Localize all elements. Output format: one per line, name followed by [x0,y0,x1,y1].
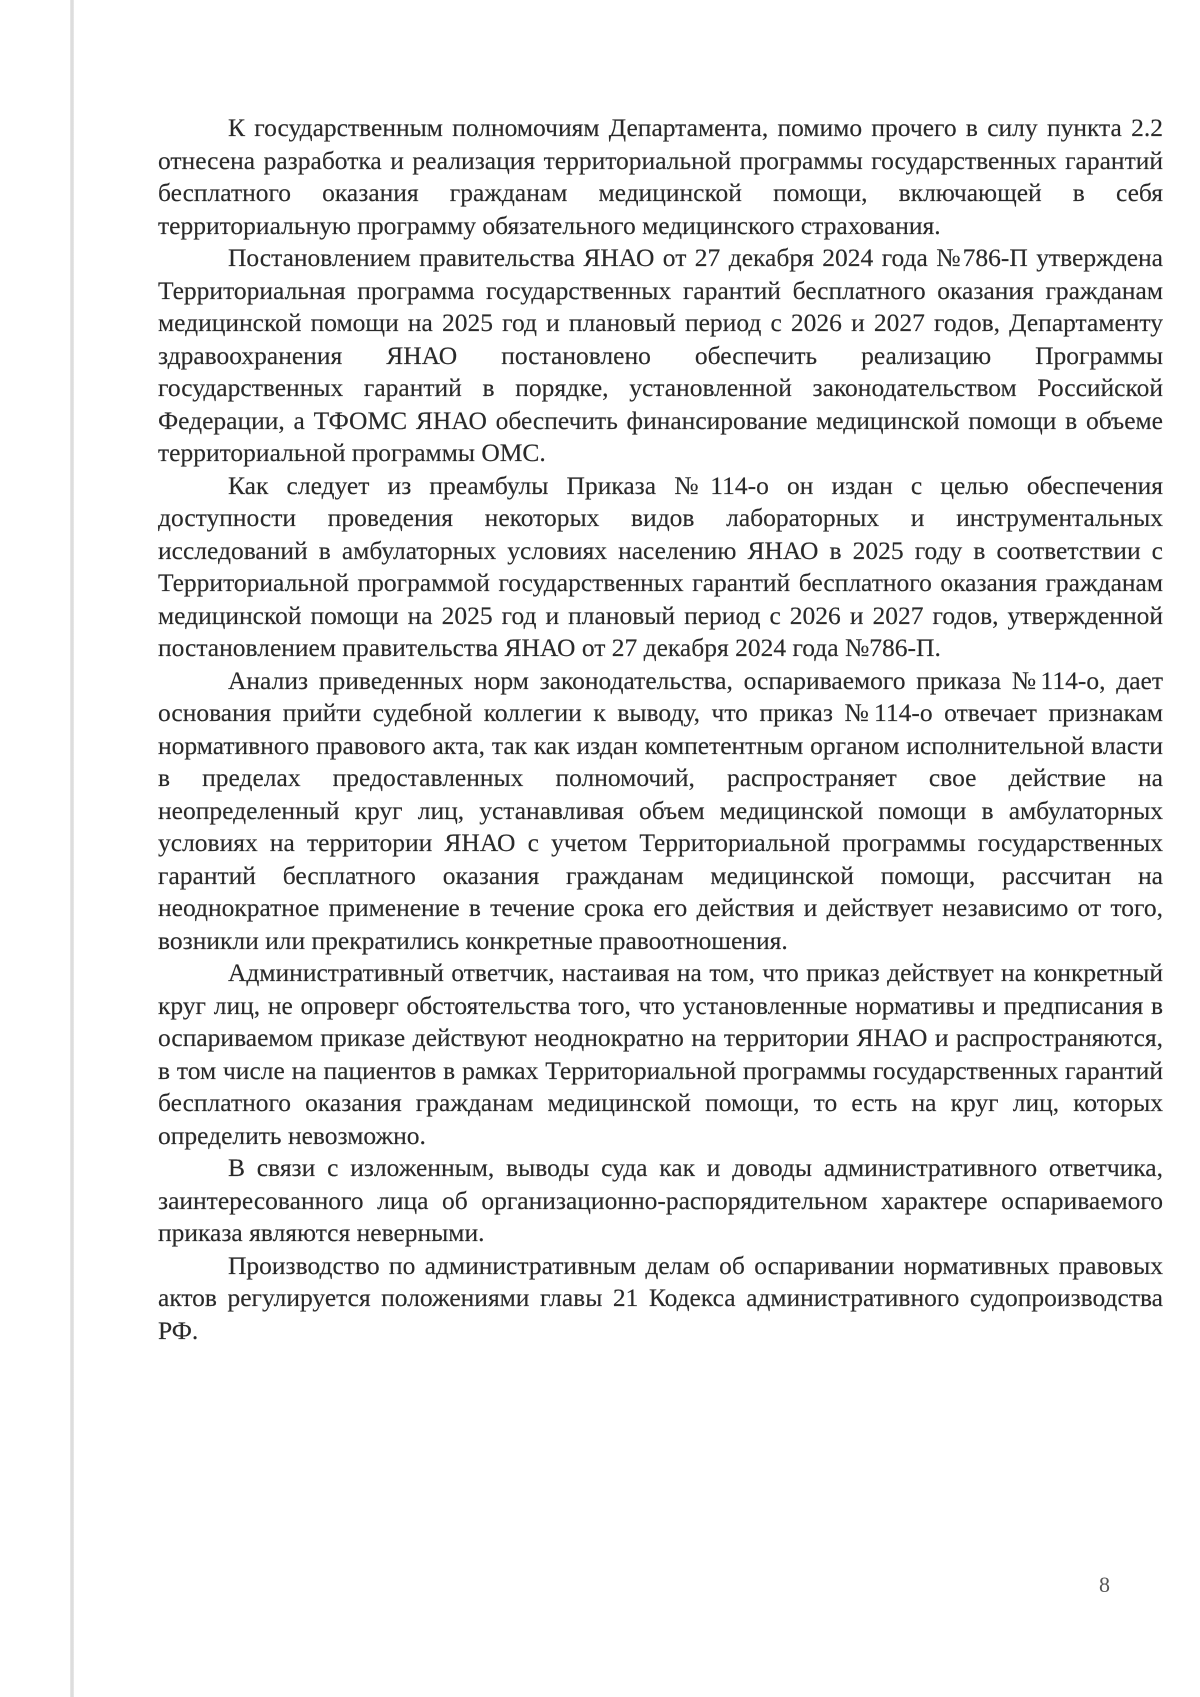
paragraph-7: Производство по административным делам об оспаривании нормативных правовых актов регулируется положениями главы 21 Кодекса административного судопроизводства РФ. [158,1250,1163,1345]
page-number: 8 [1099,1572,1110,1597]
paragraph-1: К государственным полномочиям Департамента, помимо прочего в силу пункта 2.2 отнесена разработка и реализация территориальной программы государственных гарантий бесплатного оказания гражданам медицинской помощи, включающей в себя территориальную программу обязательного медицинского страхования. [158,113,1163,240]
scan-binding-edge [70,0,74,1697]
paragraph-3: Как следует из преамбулы Приказа №114-о он издан с целью обеспечения доступности проведения некоторых видов лабораторных и инструментальных исследований в амбулаторных условиях населению ЯНАО в 2025 году в соответствии с Территориальной программой государственных гарантий бесплатного оказания гражданам медицинской помощи на 2025 год и плановый период с 2026 и 2027 годов, утвержденной постановлением правительства ЯНАО от 27 декабря 2024 года №786-П. [158,470,1163,662]
paragraph-2: Постановлением правительства ЯНАО от 27 декабря 2024 года №786-П утверждена Территориальная программа государственных гарантий бесплатного оказания гражданам медицинской помощи на 2025 год и плановый период с 2026 и 2027 годов, Департаменту здравоохранения ЯНАО постановлено обеспечить реализацию Программы государственных гарантий в порядке, установленной законодательством Российской Федерации, а ТФОМС ЯНАО обеспечить финансирование медицинской помощи в объеме территориальной программы ОМС. [158,243,1163,467]
paragraph-6: В связи с изложенным, выводы суда как и доводы административного ответчика, заинтересованного лица об организационно-распорядительном характере оспариваемого приказа являются неверными. [158,1153,1163,1247]
document-body [158,112,1163,1347]
paragraph-5: Административный ответчик, настаивая на том, что приказ действует на конкретный круг лиц, не опроверг обстоятельства того, что установленные нормативы и предписания в оспариваемом приказе действуют неоднократно на территории ЯНАО и распространяются, в том числе на пациентов в рамках Территориальной программы государственных гарантий бесплатного оказания гражданам медицинской помощи, то есть на круг лиц, которых определить невозможно. [158,958,1163,1150]
paragraph-4: Анализ приведенных норм законодательства, оспариваемого приказа №114-о, дает основания прийти судебной коллегии к выводу, что приказ №114-о отвечает признакам нормативного правового акта, так как издан компетентным органом исполнительной власти в пределах предоставленных полномочий, распространяет свое действие на неопределенный круг лиц, устанавливая объем медицинской помощи в амбулаторных условиях на территории ЯНАО с учетом Территориальной программы государственных гарантий бесплатного оказания гражданам медицинской помощи, рассчитан на неоднократное применение в течение срока его действия и действует независимо от того, возникли или прекратились конкретные правоотношения. [158,665,1163,955]
